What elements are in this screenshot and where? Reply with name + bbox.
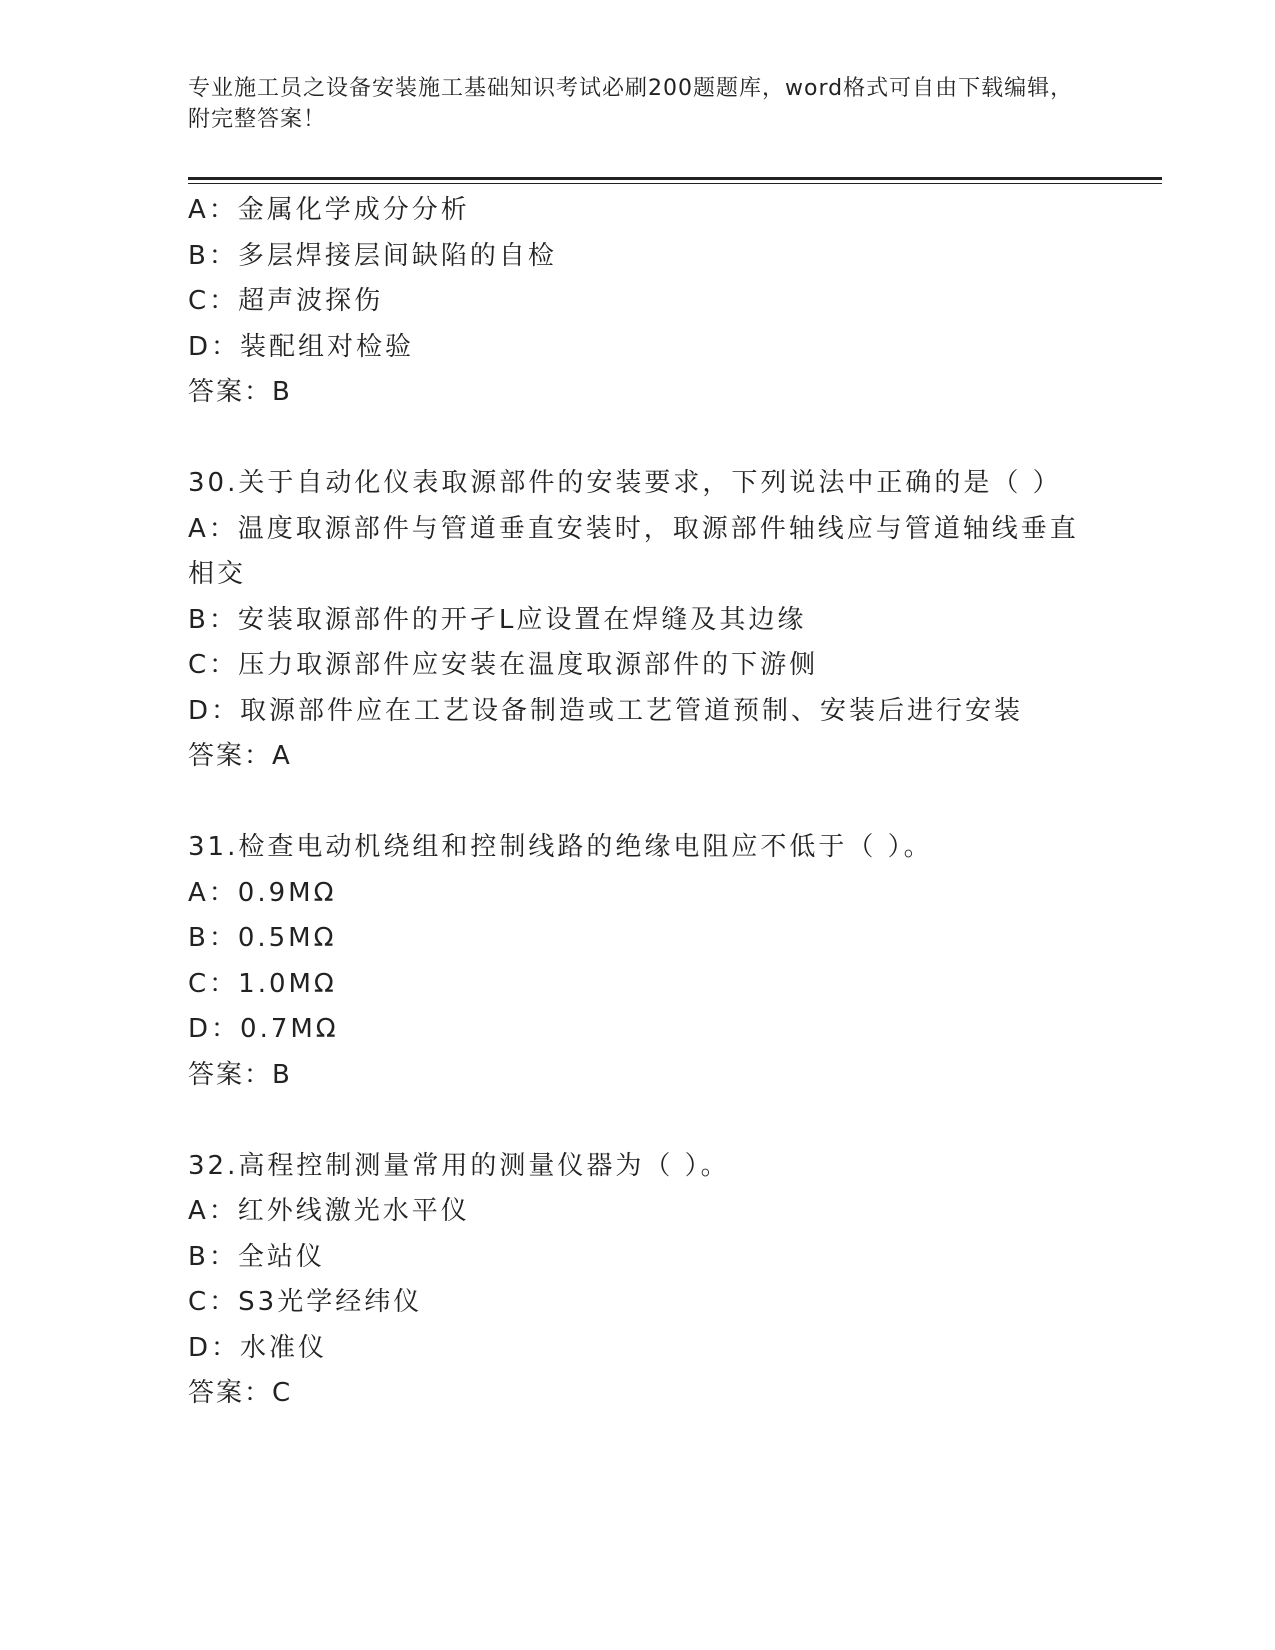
spacer bbox=[188, 416, 1088, 462]
option-d: D：装配组对检验 bbox=[188, 331, 415, 362]
spacer bbox=[188, 1098, 1088, 1144]
question-31 bbox=[188, 825, 1088, 1098]
question-text: 31.检查电动机绕组和控制线路的绝缘电阻应不低于（ ）。 bbox=[188, 832, 933, 862]
header-divider-thick bbox=[188, 177, 1162, 180]
answer: 答案：C bbox=[188, 1378, 293, 1408]
option-a: A：温度取源部件与管道垂直安装时，取源部件轴线应与管道轴线垂直相交 bbox=[188, 513, 1079, 589]
answer: 答案：B bbox=[188, 377, 292, 407]
option-c: C：超声波探伤 bbox=[188, 286, 384, 316]
option-d: D：水准仪 bbox=[188, 1332, 328, 1363]
spacer bbox=[188, 780, 1088, 826]
answer: 答案：B bbox=[188, 1059, 292, 1090]
option-d: D：0.7MΩ bbox=[188, 1014, 339, 1044]
option-b: B：安装取源部件的开孑L应设置在焊缝及其边缘 bbox=[188, 604, 807, 635]
option-b: B：多层焊接层间缺陷的自检 bbox=[188, 240, 557, 271]
question-32 bbox=[188, 1144, 1088, 1417]
question-text: 32.高程控制测量常用的测量仪器为（ ）。 bbox=[188, 1150, 730, 1181]
question-list bbox=[188, 188, 1088, 1417]
option-c: C：1.0MΩ bbox=[188, 968, 337, 999]
option-b: B：全站仪 bbox=[188, 1241, 325, 1272]
document-header: 专业施工员之设备安装施工基础知识考试必刷200题题库，word格式可自由下载编辑，附完整答案！ bbox=[188, 76, 1074, 132]
option-c: C：压力取源部件应安装在温度取源部件的下游侧 bbox=[188, 650, 819, 680]
option-a: A：金属化学成分分析 bbox=[188, 195, 470, 225]
option-c: C：S3光学经纬仪 bbox=[188, 1287, 423, 1317]
question-30 bbox=[188, 461, 1088, 780]
header-divider-thin bbox=[188, 183, 1162, 184]
question-text: 30.关于自动化仪表取源部件的安装要求，下列说法中正确的是（ ） bbox=[188, 468, 1062, 498]
option-b: B：0.5MΩ bbox=[188, 923, 337, 953]
option-d: D：取源部件应在工艺设备制造或工艺管道预制、安装后进行安装 bbox=[188, 695, 1024, 726]
option-a: A：红外线激光水平仪 bbox=[188, 1196, 470, 1226]
answer: 答案：A bbox=[188, 741, 292, 771]
option-a: A：0.9MΩ bbox=[188, 877, 337, 908]
question-29 bbox=[188, 188, 1088, 416]
